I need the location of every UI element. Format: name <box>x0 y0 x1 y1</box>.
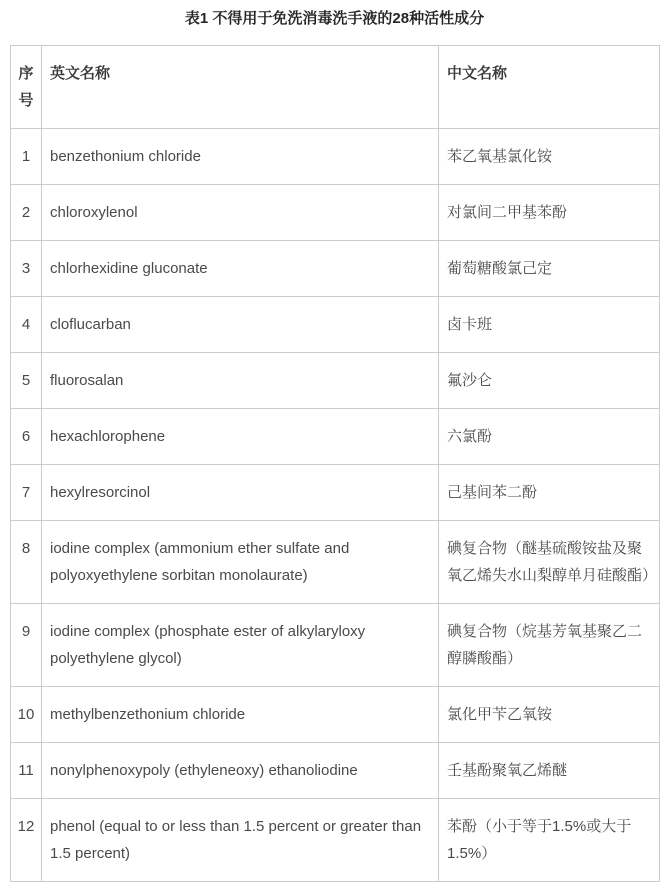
cell-chinese-name: 卤卡班 <box>439 297 660 353</box>
cell-chinese-name: 氯化甲苄乙氧铵 <box>439 687 660 743</box>
cell-chinese-name: 对氯间二甲基苯酚 <box>439 185 660 241</box>
cell-english-name: benzethonium chloride <box>42 129 439 185</box>
cell-chinese-name: 碘复合物（烷基芳氧基聚乙二醇膦酸酯） <box>439 604 660 687</box>
header-row <box>11 46 660 129</box>
table-row <box>11 185 660 241</box>
cell-english-name: iodine complex (ammonium ether sulfate and polyoxyethylene sorbitan monolaurate) <box>42 521 439 604</box>
cell-english-name: methylbenzethonium chloride <box>42 687 439 743</box>
cell-number: 3 <box>11 241 42 297</box>
cell-english-name: hexylresorcinol <box>42 465 439 521</box>
cell-number: 2 <box>11 185 42 241</box>
column-header-number: 序号 <box>11 46 42 129</box>
cell-number: 9 <box>11 604 42 687</box>
cell-number: 1 <box>11 129 42 185</box>
table-row <box>11 241 660 297</box>
cell-chinese-name: 葡萄糖酸氯己定 <box>439 241 660 297</box>
cell-number: 5 <box>11 353 42 409</box>
cell-number: 11 <box>11 743 42 799</box>
cell-english-name: iodine complex (phosphate ester of alkylaryloxy polyethylene glycol) <box>42 604 439 687</box>
table-row <box>11 687 660 743</box>
cell-english-name: chloroxylenol <box>42 185 439 241</box>
cell-number: 8 <box>11 521 42 604</box>
cell-chinese-name: 壬基酚聚氧乙烯醚 <box>439 743 660 799</box>
cell-chinese-name: 苯酚（小于等于1.5%或大于1.5%） <box>439 799 660 882</box>
column-header-chinese-name: 中文名称 <box>439 46 660 129</box>
table-row <box>11 743 660 799</box>
column-header-english-name: 英文名称 <box>42 46 439 129</box>
cell-number: 4 <box>11 297 42 353</box>
cell-number: 7 <box>11 465 42 521</box>
table-row <box>11 799 660 882</box>
cell-chinese-name: 己基间苯二酚 <box>439 465 660 521</box>
cell-number: 10 <box>11 687 42 743</box>
cell-number: 12 <box>11 799 42 882</box>
page-title: 表1 不得用于免洗消毒洗手液的28种活性成分 <box>184 10 485 27</box>
cell-english-name: hexachlorophene <box>42 409 439 465</box>
table-row <box>11 353 660 409</box>
table-row <box>11 604 660 687</box>
table-row <box>11 129 660 185</box>
cell-chinese-name: 氟沙仑 <box>439 353 660 409</box>
cell-chinese-name: 苯乙氧基氯化铵 <box>439 129 660 185</box>
active-ingredients-table <box>10 45 660 882</box>
cell-number: 6 <box>11 409 42 465</box>
table-row <box>11 521 660 604</box>
cell-chinese-name: 碘复合物（醚基硫酸铵盐及聚氧乙烯失水山梨醇单月硅酸酯） <box>439 521 660 604</box>
table-row <box>11 409 660 465</box>
cell-english-name: fluorosalan <box>42 353 439 409</box>
cell-english-name: cloflucarban <box>42 297 439 353</box>
cell-chinese-name: 六氯酚 <box>439 409 660 465</box>
table-row <box>11 297 660 353</box>
table-row <box>11 465 660 521</box>
cell-english-name: chlorhexidine gluconate <box>42 241 439 297</box>
cell-english-name: phenol (equal to or less than 1.5 percent or greater than 1.5 percent) <box>42 799 439 882</box>
cell-english-name: nonylphenoxypoly (ethyleneoxy) ethanoliodine <box>42 743 439 799</box>
